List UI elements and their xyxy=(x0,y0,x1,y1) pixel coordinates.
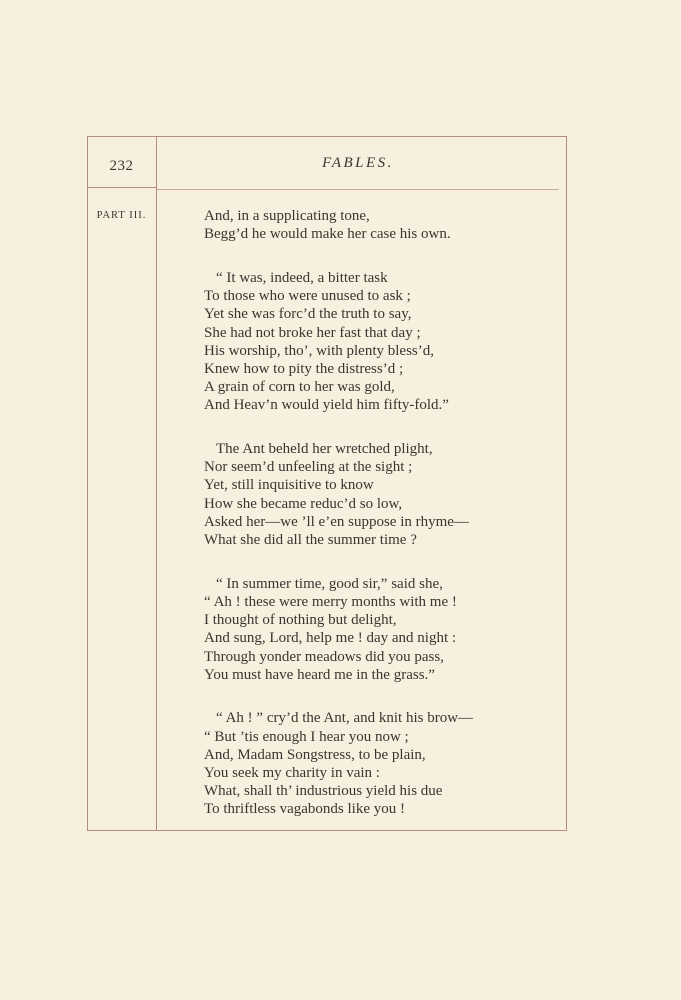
margin-column-rule xyxy=(156,136,157,831)
poem-line: I thought of nothing but delight, xyxy=(204,612,397,629)
poem-line: And sung, Lord, help me ! day and night : xyxy=(204,630,457,647)
stanza-4 xyxy=(204,575,554,684)
poem-line: You seek my charity in vain : xyxy=(204,765,380,782)
running-head: FABLES. xyxy=(322,155,394,171)
poem-line: Knew how to pity the distress’d ; xyxy=(204,360,404,377)
poem-line: How she became reduc’d so low, xyxy=(204,495,403,512)
poem-line: “ Ah ! ” cry’d the Ant, and knit his brow— xyxy=(216,710,474,727)
poem-line: You must have heard me in the grass.” xyxy=(204,666,435,683)
poem-line: His worship, tho’, with plenty bless’d, xyxy=(204,342,434,359)
poem-line: What, shall th’ industrious yield his due xyxy=(204,783,443,800)
stanza-5 xyxy=(204,709,554,818)
poem-line: “ But ’tis enough I hear you now ; xyxy=(204,728,409,745)
stanza-2 xyxy=(204,269,554,415)
stanza-3 xyxy=(204,440,554,549)
poem-line: Begg’d he would make her case his own. xyxy=(204,226,451,243)
poem-line: Nor seem’d unfeeling at the sight ; xyxy=(204,459,413,476)
page-number: 232 xyxy=(109,158,134,174)
poem-line: To those who were unused to ask ; xyxy=(204,288,411,305)
poem-line: What she did all the summer time ? xyxy=(204,532,417,549)
poem-line: And, in a supplicating tone, xyxy=(204,208,370,224)
header-rule-left xyxy=(87,187,156,188)
poem-line: To thriftless vagabonds like you ! xyxy=(204,801,405,818)
poem-line: Yet, still inquisitive to know xyxy=(204,477,374,494)
poem-line: She had not broke her fast that day ; xyxy=(204,324,421,341)
header-rule-right xyxy=(157,189,559,190)
poem-line: “ In summer time, good sir,” said she, xyxy=(216,575,443,592)
poem-line: And Heav’n would yield him fifty-fold.” xyxy=(204,397,449,414)
poem-line: “ Ah ! these were merry months with me ! xyxy=(204,593,457,610)
poem-line: “ It was, indeed, a bitter task xyxy=(216,269,388,286)
poem-body xyxy=(204,207,554,844)
stanza-1 xyxy=(204,207,554,243)
poem-line: Through yonder meadows did you pass, xyxy=(204,648,444,665)
poem-line: And, Madam Songstress, to be plain, xyxy=(204,746,426,763)
poem-line: Yet she was forc’d the truth to say, xyxy=(204,306,412,323)
poem-line: A grain of corn to her was gold, xyxy=(204,379,395,396)
poem-line: Asked her—we ’ll e’en suppose in rhyme— xyxy=(204,513,469,530)
part-label: PART III. xyxy=(96,210,147,221)
poem-line: The Ant beheld her wretched plight, xyxy=(216,441,433,458)
